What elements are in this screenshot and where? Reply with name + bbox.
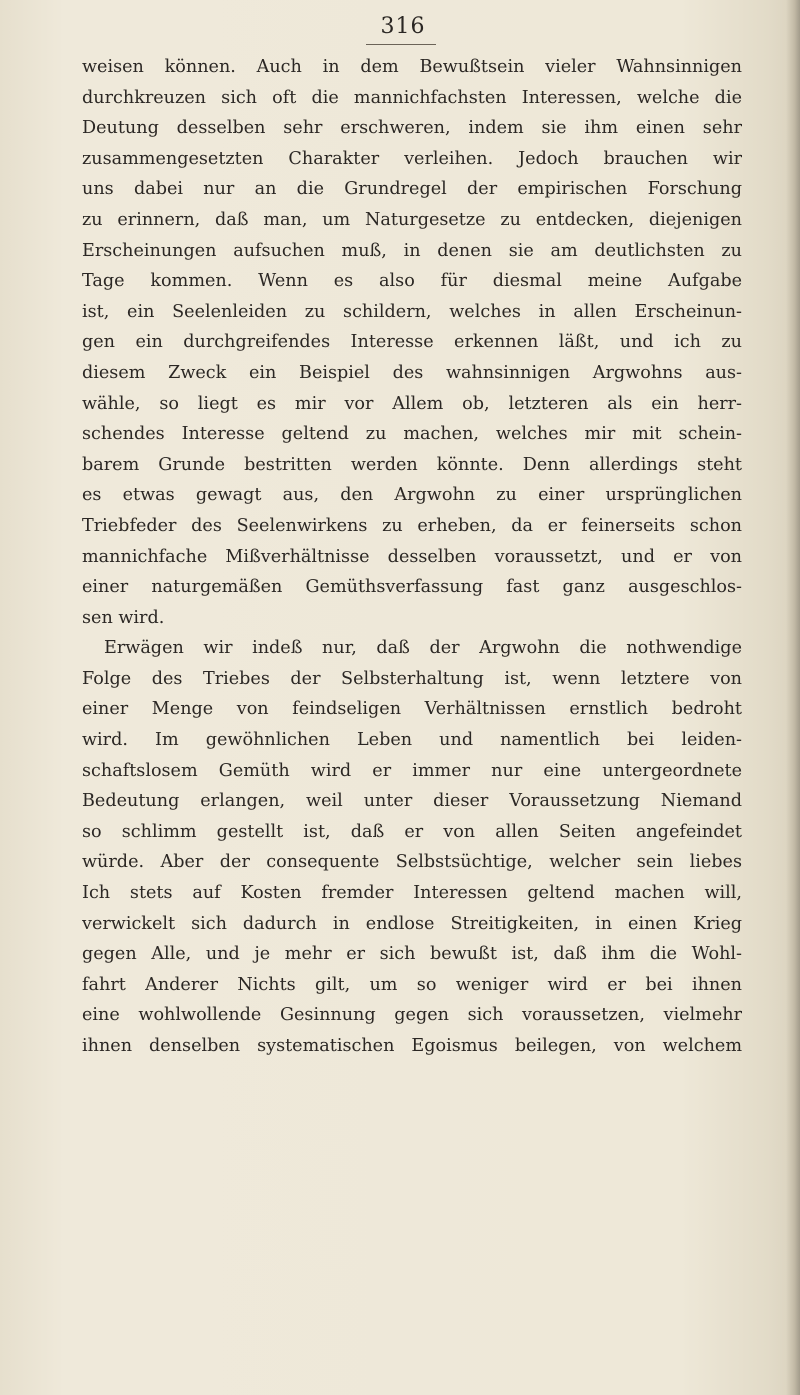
text-line: Ich stets auf Kosten fremder Interessen geltend machen will, xyxy=(82,883,742,904)
text-line: Tage kommen. Wenn es also für diesmal meine Aufgabe xyxy=(82,271,742,292)
text-line: Folge des Triebes der Selbsterhaltung ist, wenn letztere von xyxy=(82,668,742,689)
text-line: Erscheinungen aufsuchen muß, in denen sie am deutlichsten zu xyxy=(82,240,742,261)
page-edge-shadow xyxy=(786,0,800,1395)
text-line: durchkreuzen sich oft die mannichfachsten Interessen, welche die xyxy=(82,87,742,108)
text-line: weisen können. Auch in dem Bewußtsein vieler Wahnsinnigen xyxy=(82,57,742,77)
text-line: würde. Aber der consequente Selbstsüchtige, welcher sein liebes xyxy=(82,852,742,873)
text-line: Triebfeder des Seelenwirkens zu erheben, da er feinerseits schon xyxy=(82,515,742,536)
body-text xyxy=(82,52,742,1062)
text-line: es etwas gewagt aus, den Argwohn zu einer ursprünglichen xyxy=(82,485,742,506)
text-line: Bedeutung erlangen, weil unter dieser Voraussetzung Niemand xyxy=(82,791,742,812)
text-line: verwickelt sich dadurch in endlose Streitigkeiten, in einen Krieg xyxy=(82,913,742,934)
page-number: 316 xyxy=(380,14,426,39)
text-line: gegen Alle, und je mehr er sich bewußt ist, daß ihm die Wohl- xyxy=(82,944,742,965)
text-line: Deutung desselben sehr erschweren, indem sie ihm einen sehr xyxy=(82,118,742,139)
text-line: einer Menge von feindseligen Verhältnissen ernstlich bedroht xyxy=(82,699,742,720)
text-line: schendes Interesse geltend zu machen, welches mir mit schein- xyxy=(82,424,742,445)
text-line: ist, ein Seelenleiden zu schildern, welches in allen Erscheinun- xyxy=(82,301,742,322)
text-line: ihnen denselben systematischen Egoismus beilegen, von welchem xyxy=(82,1036,742,1056)
text-line: einer naturgemäßen Gemüthsverfassung fast ganz ausgeschlos- xyxy=(82,577,742,598)
text-line: eine wohlwollende Gesinnung gegen sich voraussetzen, vielmehr xyxy=(82,1005,742,1026)
text-line: wird. Im gewöhnlichen Leben und namentlich bei leiden- xyxy=(82,730,742,751)
text-line: sen wird. xyxy=(82,607,165,628)
text-line: diesem Zweck ein Beispiel des wahnsinnigen Argwohns aus- xyxy=(82,362,742,383)
text-line: uns dabei nur an die Grundregel der empirischen Forschung xyxy=(82,179,742,200)
text-line: fahrt Anderer Nichts gilt, um so weniger wird er bei ihnen xyxy=(82,974,742,995)
text-line: so schlimm gestellt ist, daß er von allen Seiten angefeindet xyxy=(82,821,742,842)
text-line: mannichfache Mißverhältnisse desselben voraussetzt, und er von xyxy=(82,546,742,567)
text-line: wähle, so liegt es mir vor Allem ob, letzteren als ein herr- xyxy=(82,393,742,414)
text-line: schaftslosem Gemüth wird er immer nur eine untergeordnete xyxy=(82,760,742,781)
text-line: barem Grunde bestritten werden könnte. Denn allerdings steht xyxy=(82,454,742,475)
text-line: zusammengesetzten Charakter verleihen. Jedoch brauchen wir xyxy=(82,148,742,169)
text-line: Erwägen wir indeß nur, daß der Argwohn die nothwendige xyxy=(104,638,742,659)
text-line: gen ein durchgreifendes Interesse erkennen läßt, und ich zu xyxy=(82,332,742,353)
header-rule xyxy=(366,44,436,45)
text-line: zu erinnern, daß man, um Naturgesetze zu entdecken, diejenigen xyxy=(82,209,742,230)
